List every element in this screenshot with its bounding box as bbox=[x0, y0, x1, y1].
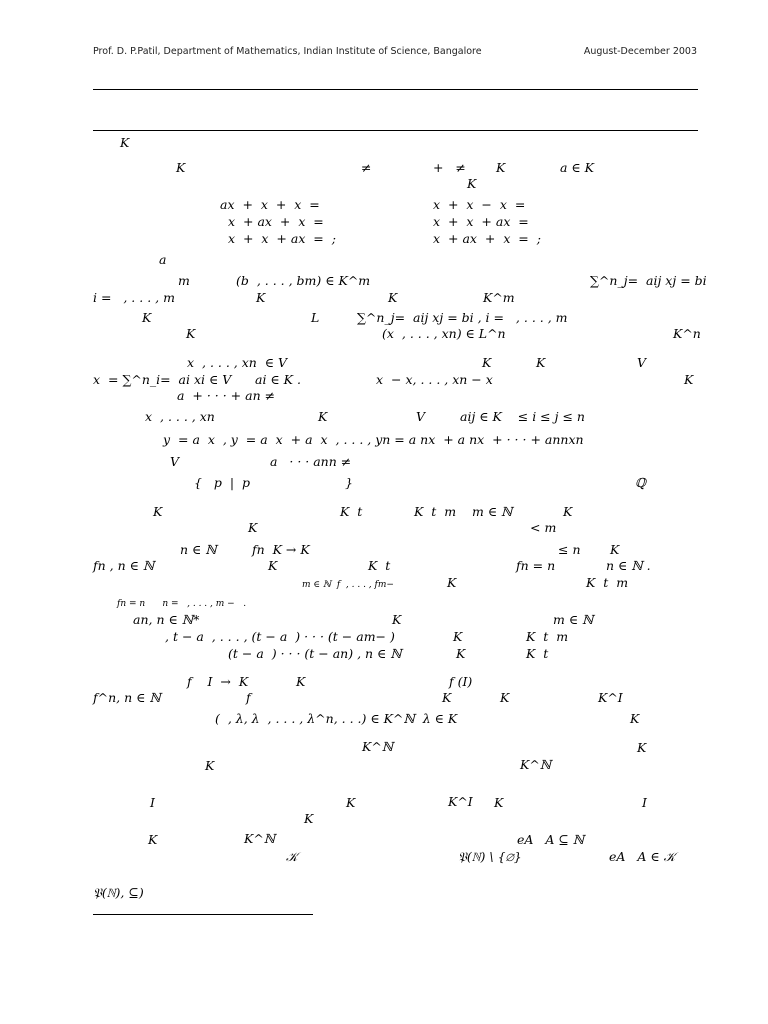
math-fragment: I bbox=[150, 795, 155, 810]
math-fragment: f (I) bbox=[449, 674, 473, 689]
math-fragment: K t m bbox=[586, 575, 629, 590]
math-fragment: K bbox=[500, 690, 510, 705]
math-fragment: (x , . . . , xn) ∈ L^n bbox=[382, 326, 506, 341]
math-fragment: f I → K bbox=[187, 674, 249, 689]
math-fragment: K bbox=[142, 310, 152, 325]
header-author: Prof. D. P.Patil, Department of Mathematics, Indian Institute of Science, Bangalore bbox=[93, 46, 482, 57]
math-fragment: K bbox=[482, 355, 492, 370]
math-fragment: a bbox=[159, 252, 167, 267]
math-fragment: aij ∈ K ≤ i ≤ j ≤ n bbox=[460, 409, 585, 424]
math-fragment: K^n bbox=[673, 326, 701, 341]
math-fragment: I bbox=[642, 795, 647, 810]
math-fragment: K t m m ∈ ℕ bbox=[414, 504, 513, 519]
math-equation: x + ax + x = ; bbox=[433, 231, 541, 246]
math-fragment: K bbox=[268, 558, 278, 573]
math-fragment: ∑^n_j= aij xj = bi bbox=[590, 273, 707, 288]
math-fragment: f^n, n ∈ ℕ bbox=[93, 690, 161, 705]
math-fragment: eA A ⊆ ℕ bbox=[517, 832, 585, 847]
math-fragment: K^m bbox=[483, 290, 515, 305]
math-fragment: a + · · · + an ≠ bbox=[177, 388, 276, 403]
math-fragment: K bbox=[536, 355, 546, 370]
math-fragment: 𝔓(ℕ), ⊆) bbox=[93, 885, 144, 900]
math-fragment: V bbox=[637, 355, 647, 370]
math-fragment: K bbox=[318, 409, 328, 424]
math-fragment: { p | p bbox=[194, 475, 250, 490]
math-fragment: K bbox=[304, 811, 314, 826]
math-fragment: K t bbox=[340, 504, 363, 519]
math-fragment: K bbox=[610, 542, 620, 557]
math-fragment: a · · · ann ≠ bbox=[270, 454, 352, 469]
math-fragment: ∑^n_j= aij xj = bi , i = , . . . , m bbox=[357, 310, 568, 325]
math-fragment: (t − a ) · · · (t − an) , n ∈ ℕ bbox=[228, 646, 402, 661]
math-fragment: K^I bbox=[448, 794, 473, 809]
math-fragment: K bbox=[186, 326, 196, 341]
math-fragment: m bbox=[178, 273, 190, 288]
math-fragment: < m bbox=[530, 520, 557, 535]
math-fragment: K bbox=[205, 758, 215, 773]
math-fragment: K bbox=[392, 612, 402, 627]
math-fragment: ( , λ, λ , . . . , λ^n, . . .) ∈ K^ℕ λ ∈ K bbox=[215, 711, 458, 726]
math-fragment: K bbox=[447, 575, 457, 590]
math-fragment: K bbox=[684, 372, 694, 387]
math-fragment: fn = n n = , . . . , m − . bbox=[117, 599, 247, 609]
math-fragment: K bbox=[456, 646, 466, 661]
math-fragment: y = a x , y = a x + a x , . . . , yn = a nx + a nx + · · · + annxn bbox=[163, 432, 584, 447]
math-fragment: K bbox=[453, 629, 463, 644]
math-fragment: K bbox=[630, 711, 640, 726]
math-fragment: x , . . . , xn ∈ V bbox=[187, 355, 288, 370]
math-fragment: K bbox=[248, 520, 258, 535]
math-fragment: K bbox=[176, 160, 186, 175]
math-fragment: 𝔓(ℕ) \ {∅} bbox=[458, 849, 522, 864]
math-fragment: eA A ∈ 𝒦 bbox=[609, 849, 676, 864]
math-fragment: K bbox=[467, 176, 477, 191]
math-fragment: K bbox=[346, 795, 356, 810]
math-fragment: K t m bbox=[526, 629, 569, 644]
math-fragment: K bbox=[563, 504, 573, 519]
math-fragment: } bbox=[345, 475, 353, 490]
math-fragment: 𝒦 bbox=[286, 849, 298, 864]
math-fragment: K bbox=[296, 674, 306, 689]
math-fragment: V bbox=[170, 454, 180, 469]
math-fragment: K^ℕ bbox=[362, 739, 394, 754]
math-fragment: K bbox=[120, 135, 130, 150]
math-fragment: x − x, . . . , xn − x bbox=[376, 372, 493, 387]
math-fragment: K bbox=[153, 504, 163, 519]
math-equation: x + ax + x = bbox=[228, 214, 324, 229]
header-rule-bottom bbox=[93, 130, 698, 131]
math-fragment: , t − a , . . . , (t − a ) · · · (t − am− ) bbox=[165, 629, 395, 644]
math-fragment: K bbox=[442, 690, 452, 705]
math-equation: x + x + ax = bbox=[433, 214, 529, 229]
math-fragment: (b , . . . , bm) ∈ K^m bbox=[236, 273, 371, 288]
math-fragment: n ∈ ℕ . bbox=[606, 558, 651, 573]
header-rule-top bbox=[93, 89, 698, 90]
math-fragment: x = ∑^n_i= ai xi ∈ V bbox=[93, 372, 232, 387]
math-fragment: K bbox=[148, 832, 158, 847]
math-fragment: L bbox=[311, 310, 320, 325]
math-fragment: an, n ∈ ℕ* bbox=[133, 612, 200, 627]
math-fragment: K bbox=[494, 795, 504, 810]
math-fragment: fn , n ∈ ℕ bbox=[93, 558, 155, 573]
math-fragment: K^I bbox=[598, 690, 623, 705]
math-fragment: f bbox=[246, 690, 251, 705]
math-fragment: K^ℕ bbox=[520, 757, 552, 772]
math-fragment: a ∈ K bbox=[560, 160, 594, 175]
footnote-rule bbox=[93, 914, 313, 915]
math-fragment: K bbox=[637, 740, 647, 755]
math-equation: ax + x + x = bbox=[220, 197, 320, 212]
math-fragment: m ∈ ℕ bbox=[553, 612, 594, 627]
math-fragment: m ∈ ℕ f , . . . , fm− bbox=[302, 580, 394, 590]
math-fragment: ai ∈ K . bbox=[255, 372, 301, 387]
math-fragment: K bbox=[256, 290, 266, 305]
math-fragment: fn K → K bbox=[252, 542, 310, 557]
math-fragment: n ∈ ℕ bbox=[180, 542, 217, 557]
math-fragment: K t bbox=[368, 558, 391, 573]
math-fragment: + ≠ bbox=[433, 160, 466, 175]
math-fragment: ℚ bbox=[635, 475, 646, 490]
math-fragment: K bbox=[388, 290, 398, 305]
math-equation: x + x − x = bbox=[433, 197, 526, 212]
math-fragment: K t bbox=[526, 646, 549, 661]
math-equation: x + x + ax = ; bbox=[228, 231, 336, 246]
math-fragment: x , . . . , xn bbox=[145, 409, 215, 424]
math-fragment: K bbox=[496, 160, 506, 175]
header-date: August-December 2003 bbox=[583, 46, 697, 57]
math-fragment: i = , . . . , m bbox=[93, 290, 175, 305]
math-fragment: ≤ n bbox=[558, 542, 581, 557]
math-fragment: K^ℕ bbox=[244, 831, 276, 846]
math-fragment: ≠ bbox=[361, 160, 372, 175]
math-fragment: fn = n bbox=[516, 558, 556, 573]
math-fragment: V bbox=[416, 409, 426, 424]
